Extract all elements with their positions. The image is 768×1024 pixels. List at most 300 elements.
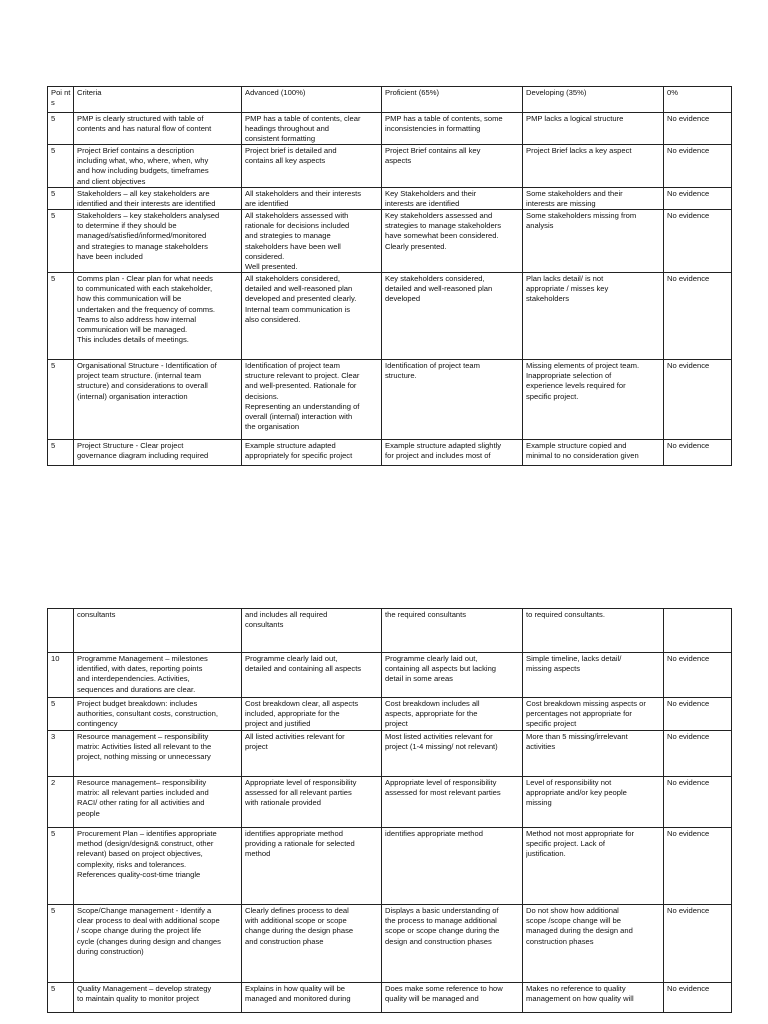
points-value: 3 bbox=[51, 732, 56, 741]
advanced-text-line: Representing an understanding of bbox=[245, 401, 360, 411]
cell-criteria bbox=[74, 609, 242, 653]
advanced-text-line: structure relevant to project. Clear bbox=[245, 371, 360, 381]
proficient-text-line: Clearly presented. bbox=[385, 241, 447, 251]
cell-zero bbox=[664, 905, 732, 983]
table-row bbox=[48, 113, 732, 145]
table-row bbox=[48, 609, 732, 653]
cell-points bbox=[48, 440, 74, 466]
proficient-text-line: design and construction phases bbox=[385, 936, 492, 946]
advanced-text-line: Example structure adapted bbox=[245, 441, 336, 450]
criteria-text-line: project, nothing missing or unnecessary bbox=[77, 752, 211, 762]
cell-zero bbox=[664, 698, 732, 731]
advanced-text-line: All stakeholders assessed with bbox=[245, 211, 349, 220]
cell-developing bbox=[523, 273, 664, 360]
criteria-text-line: method (design/design& construct, other bbox=[77, 839, 214, 849]
developing-text-line: specific project. bbox=[526, 391, 579, 401]
criteria-text-line: contents and has natural flow of content bbox=[77, 124, 212, 134]
criteria-text-line: to communicated with each stakeholder, bbox=[77, 284, 213, 294]
criteria-text-line: and how including budgets, timeframes bbox=[77, 166, 209, 176]
table-row bbox=[48, 145, 732, 188]
developing-text-line: Some stakeholders missing from bbox=[526, 211, 637, 220]
cell-points bbox=[48, 210, 74, 273]
points-value: 2 bbox=[51, 778, 56, 787]
developing-text-line: to required consultants. bbox=[526, 610, 605, 619]
table-row bbox=[48, 731, 732, 777]
rubric-table-page-2 bbox=[47, 608, 732, 1013]
header-proficient: Proficient (65%) bbox=[382, 87, 523, 113]
criteria-text-line: relevant) based on project objectives, bbox=[77, 849, 203, 859]
cell-zero bbox=[664, 113, 732, 145]
cell-developing bbox=[523, 777, 664, 828]
cell-developing bbox=[523, 828, 664, 905]
points-value: 5 bbox=[51, 906, 56, 915]
developing-text-line: missing aspects bbox=[526, 664, 581, 674]
advanced-text-line: with rationale provided bbox=[245, 798, 321, 808]
criteria-text-line: sequences and durations are clear. bbox=[77, 684, 196, 694]
criteria-text-line: identified, with dates, reporting points bbox=[77, 664, 203, 674]
developing-text-line: interests are missing bbox=[526, 199, 596, 209]
cell-advanced bbox=[242, 731, 382, 777]
cell-proficient bbox=[382, 609, 523, 653]
criteria-text-line: Comms plan - Clear plan for what needs bbox=[77, 274, 213, 283]
advanced-text-line: and includes all required bbox=[245, 610, 328, 619]
proficient-text-line: aspects bbox=[385, 156, 412, 166]
advanced-text-line: decisions. bbox=[245, 391, 279, 401]
cell-developing bbox=[523, 440, 664, 466]
cell-criteria bbox=[74, 698, 242, 731]
cell-points bbox=[48, 983, 74, 1013]
table-row bbox=[48, 188, 732, 210]
criteria-text-line: people bbox=[77, 808, 100, 818]
advanced-text-line: with additional scope or scope bbox=[245, 916, 347, 926]
cell-zero bbox=[664, 440, 732, 466]
cell-points bbox=[48, 360, 74, 440]
developing-text-line: minimal to no consideration given bbox=[526, 451, 639, 461]
criteria-text-line: identified and their interests are identified bbox=[77, 199, 216, 209]
cell-criteria bbox=[74, 360, 242, 440]
proficient-text-line: project bbox=[385, 719, 408, 729]
criteria-text-line: how this communication will be bbox=[77, 294, 182, 304]
developing-text-line: More than 5 missing/irrelevant bbox=[526, 732, 628, 741]
cell-advanced bbox=[242, 273, 382, 360]
criteria-text-line: Project budget breakdown: includes bbox=[77, 699, 198, 708]
cell-developing bbox=[523, 360, 664, 440]
cell-proficient bbox=[382, 828, 523, 905]
cell-points bbox=[48, 828, 74, 905]
rubric-table-page-1 bbox=[47, 86, 732, 466]
cell-criteria bbox=[74, 983, 242, 1013]
proficient-text-line: Project Brief contains all key bbox=[385, 146, 481, 155]
cell-criteria bbox=[74, 905, 242, 983]
header-criteria: Criteria bbox=[74, 87, 242, 113]
cell-points bbox=[48, 698, 74, 731]
header-advanced: Advanced (100%) bbox=[242, 87, 382, 113]
cell-proficient bbox=[382, 188, 523, 210]
advanced-text-line: method bbox=[245, 849, 271, 859]
developing-text-line: Missing elements of project team. bbox=[526, 361, 640, 370]
criteria-text-line: Project Structure - Clear project bbox=[77, 441, 184, 450]
criteria-text-line: Project Brief contains a description bbox=[77, 146, 194, 155]
cell-points bbox=[48, 905, 74, 983]
points-value: 5 bbox=[51, 114, 56, 123]
cell-developing bbox=[523, 731, 664, 777]
criteria-text-line: project team structure. (internal team bbox=[77, 371, 202, 381]
cell-points bbox=[48, 273, 74, 360]
cell-advanced bbox=[242, 113, 382, 145]
developing-text-line: PMP lacks a logical structure bbox=[526, 114, 624, 123]
developing-text-line: missing bbox=[526, 798, 552, 808]
advanced-text-line: contains all key aspects bbox=[245, 156, 326, 166]
table-row bbox=[48, 698, 732, 731]
proficient-text-line: have somewhat been considered. bbox=[385, 231, 499, 241]
developing-text-line: Level of responsibility not bbox=[526, 778, 612, 787]
advanced-text-line: managed and monitored during bbox=[245, 994, 351, 1004]
points-value: 5 bbox=[51, 984, 56, 993]
cell-zero bbox=[664, 145, 732, 188]
cell-advanced bbox=[242, 653, 382, 698]
cell-developing bbox=[523, 210, 664, 273]
table-row bbox=[48, 828, 732, 905]
criteria-text-line: Scope/Change management - Identify a bbox=[77, 906, 212, 915]
criteria-text-line: Resource management– responsibility bbox=[77, 778, 207, 787]
criteria-text-line: undertaken and the frequency of comms. bbox=[77, 304, 216, 314]
cell-criteria bbox=[74, 273, 242, 360]
cell-zero bbox=[664, 360, 732, 440]
criteria-text-line: References quality-cost-time triangle bbox=[77, 869, 201, 879]
points-value: 5 bbox=[51, 829, 56, 838]
proficient-text-line: containing all aspects but lacking bbox=[385, 664, 497, 674]
developing-text-line: stakeholders bbox=[526, 294, 570, 304]
advanced-text-line: and strategies to manage bbox=[245, 231, 331, 241]
cell-zero bbox=[664, 828, 732, 905]
cell-proficient bbox=[382, 983, 523, 1013]
advanced-text-line: assessed for all relevant parties bbox=[245, 788, 352, 798]
advanced-text-line: Identification of project team bbox=[245, 361, 340, 370]
criteria-text-line: and interdependencies. Activities, bbox=[77, 674, 190, 684]
points-value: 5 bbox=[51, 211, 56, 220]
cell-criteria bbox=[74, 188, 242, 210]
cell-zero bbox=[664, 777, 732, 828]
zero-text-line: No evidence bbox=[667, 361, 710, 370]
advanced-text-line: All stakeholders and their interests bbox=[245, 189, 362, 198]
developing-text-line: Do not show how additional bbox=[526, 906, 619, 915]
advanced-text-line: overall (internal) interaction with bbox=[245, 412, 353, 422]
developing-text-line: management on how quality will bbox=[526, 994, 634, 1004]
advanced-text-line: detailed and containing all aspects bbox=[245, 664, 362, 674]
zero-text-line: No evidence bbox=[667, 274, 710, 283]
zero-text-line: No evidence bbox=[667, 114, 710, 123]
points-value: 5 bbox=[51, 189, 56, 198]
points-value: 5 bbox=[51, 441, 56, 450]
cell-advanced bbox=[242, 828, 382, 905]
zero-text-line: No evidence bbox=[667, 732, 710, 741]
developing-text-line: Example structure copied and bbox=[526, 441, 627, 450]
cell-points bbox=[48, 653, 74, 698]
advanced-text-line: and well-presented. Rationale for bbox=[245, 381, 357, 391]
criteria-text-line: authorities, consultant costs, construction, bbox=[77, 709, 218, 719]
criteria-text-line: Teams to also address how internal bbox=[77, 314, 197, 324]
advanced-text-line: stakeholders have been well bbox=[245, 241, 341, 251]
proficient-text-line: detail in some areas bbox=[385, 674, 453, 684]
proficient-text-line: Key stakeholders considered, bbox=[385, 274, 485, 283]
advanced-text-line: project bbox=[245, 742, 268, 752]
developing-text-line: Some stakeholders and their bbox=[526, 189, 623, 198]
document-page-1 bbox=[0, 0, 768, 510]
criteria-text-line: RACI/ other rating for all activities and bbox=[77, 798, 205, 808]
cell-points bbox=[48, 145, 74, 188]
cell-developing bbox=[523, 188, 664, 210]
criteria-text-line: Quality Management – develop strategy bbox=[77, 984, 212, 993]
advanced-text-line: appropriately for specific project bbox=[245, 451, 353, 461]
zero-text-line: No evidence bbox=[667, 778, 710, 787]
advanced-text-line: are identified bbox=[245, 199, 289, 209]
developing-text-line: activities bbox=[526, 742, 556, 752]
advanced-text-line: headings throughout and bbox=[245, 124, 330, 134]
proficient-text-line: identifies appropriate method bbox=[385, 829, 483, 838]
criteria-text-line: This includes details of meetings. bbox=[77, 335, 189, 345]
criteria-text-line: matrix: Activities listed all relevant to the bbox=[77, 742, 212, 752]
criteria-text-line: PMP is clearly structured with table of bbox=[77, 114, 204, 123]
criteria-text-line: and client objectives bbox=[77, 176, 146, 186]
cell-advanced bbox=[242, 905, 382, 983]
advanced-text-line: Appropriate level of responsibility bbox=[245, 778, 357, 787]
developing-text-line: Method not most appropriate for bbox=[526, 829, 635, 838]
cell-advanced bbox=[242, 777, 382, 828]
advanced-text-line: the organisation bbox=[245, 422, 300, 432]
proficient-text-line: project (1-4 missing/ not relevant) bbox=[385, 742, 498, 752]
table-row bbox=[48, 210, 732, 273]
proficient-text-line: Cost breakdown includes all bbox=[385, 699, 480, 708]
cell-criteria bbox=[74, 210, 242, 273]
cell-criteria bbox=[74, 145, 242, 188]
cell-advanced bbox=[242, 698, 382, 731]
criteria-text-line: Stakeholders – key stakeholders analysed bbox=[77, 211, 220, 220]
proficient-text-line: for project and includes most of bbox=[385, 451, 491, 461]
cell-points bbox=[48, 609, 74, 653]
advanced-text-line: rationale for decisions included bbox=[245, 221, 350, 231]
cell-advanced bbox=[242, 983, 382, 1013]
cell-criteria bbox=[74, 653, 242, 698]
cell-developing bbox=[523, 983, 664, 1013]
criteria-text-line: matrix: all relevant parties included and bbox=[77, 788, 209, 798]
cell-developing bbox=[523, 653, 664, 698]
criteria-text-line: Procurement Plan – identifies appropriate bbox=[77, 829, 217, 838]
developing-text-line: Inappropriate selection of bbox=[526, 371, 612, 381]
criteria-text-line: including what, who, where, when, why bbox=[77, 156, 209, 166]
proficient-text-line: the required consultants bbox=[385, 610, 467, 619]
developing-text-line: appropriate / misses key bbox=[526, 284, 609, 294]
criteria-text-line: structure) and considerations to overall bbox=[77, 381, 208, 391]
cell-proficient bbox=[382, 731, 523, 777]
cell-proficient bbox=[382, 360, 523, 440]
points-value: 5 bbox=[51, 274, 56, 283]
cell-zero bbox=[664, 609, 732, 653]
developing-text-line: specific project bbox=[526, 719, 577, 729]
criteria-text-line: Programme Management – milestones bbox=[77, 654, 208, 663]
cell-proficient bbox=[382, 113, 523, 145]
proficient-text-line: quality will be managed and bbox=[385, 994, 479, 1004]
proficient-text-line: Identification of project team bbox=[385, 361, 480, 370]
zero-text-line: No evidence bbox=[667, 654, 710, 663]
advanced-text-line: detailed and well-reasoned plan bbox=[245, 284, 353, 294]
proficient-text-line: Programme clearly laid out, bbox=[385, 654, 478, 663]
table-row bbox=[48, 905, 732, 983]
criteria-text-line: to determine if they should be bbox=[77, 221, 177, 231]
advanced-text-line: identifies appropriate method bbox=[245, 829, 343, 838]
criteria-text-line: during construction) bbox=[77, 946, 144, 956]
cell-proficient bbox=[382, 145, 523, 188]
advanced-text-line: project and justified bbox=[245, 719, 311, 729]
points-value: 5 bbox=[51, 361, 56, 370]
cell-proficient bbox=[382, 698, 523, 731]
advanced-text-line: included, appropriate for the bbox=[245, 709, 340, 719]
table-header-row bbox=[48, 87, 732, 113]
criteria-text-line: and strategies to manage stakeholders bbox=[77, 241, 208, 251]
proficient-text-line: aspects, appropriate for the bbox=[385, 709, 478, 719]
cell-points bbox=[48, 188, 74, 210]
criteria-text-line: Resource management – responsibility bbox=[77, 732, 209, 741]
proficient-text-line: detailed and well-reasoned plan bbox=[385, 284, 493, 294]
cell-proficient bbox=[382, 210, 523, 273]
proficient-text-line: structure. bbox=[385, 371, 417, 381]
proficient-text-line: Appropriate level of responsibility bbox=[385, 778, 497, 787]
cell-proficient bbox=[382, 653, 523, 698]
criteria-text-line: contingency bbox=[77, 719, 118, 729]
advanced-text-line: and construction phase bbox=[245, 936, 324, 946]
advanced-text-line: Well presented. bbox=[245, 262, 298, 272]
cell-developing bbox=[523, 698, 664, 731]
cell-proficient bbox=[382, 905, 523, 983]
header-points: Poi nts bbox=[48, 87, 74, 113]
developing-text-line: percentages not appropriate for bbox=[526, 709, 632, 719]
proficient-text-line: developed bbox=[385, 294, 421, 304]
proficient-text-line: assessed for most relevant parties bbox=[385, 788, 501, 798]
cell-zero bbox=[664, 210, 732, 273]
criteria-text-line: Organisational Structure - Identification of bbox=[77, 361, 217, 370]
zero-text-line: No evidence bbox=[667, 906, 710, 915]
proficient-text-line: Most listed activities relevant for bbox=[385, 732, 493, 741]
table-row bbox=[48, 273, 732, 360]
advanced-text-line: developed and presented clearly. bbox=[245, 294, 357, 304]
cell-advanced bbox=[242, 145, 382, 188]
advanced-text-line: consultants bbox=[245, 620, 284, 630]
cell-zero bbox=[664, 273, 732, 360]
header-zero: 0% bbox=[664, 87, 732, 113]
advanced-text-line: change during the design phase bbox=[245, 926, 354, 936]
developing-text-line: analysis bbox=[526, 221, 554, 231]
criteria-text-line: cycle (changes during design and changes bbox=[77, 936, 221, 946]
criteria-text-line: (internal) organisation interaction bbox=[77, 391, 188, 401]
advanced-text-line: Internal team communication is bbox=[245, 304, 351, 314]
cell-advanced bbox=[242, 440, 382, 466]
header-developing: Developing (35%) bbox=[523, 87, 664, 113]
criteria-text-line: clear process to deal with additional scope bbox=[77, 916, 220, 926]
cell-developing bbox=[523, 113, 664, 145]
zero-text-line: No evidence bbox=[667, 211, 710, 220]
advanced-text-line: All listed activities relevant for bbox=[245, 732, 345, 741]
cell-developing bbox=[523, 145, 664, 188]
proficient-text-line: PMP has a table of contents, some bbox=[385, 114, 503, 123]
developing-text-line: Simple timeline, lacks detail/ bbox=[526, 654, 622, 663]
developing-text-line: specific project. Lack of bbox=[526, 839, 605, 849]
cell-proficient bbox=[382, 273, 523, 360]
cell-zero bbox=[664, 188, 732, 210]
proficient-text-line: interests are identified bbox=[385, 199, 460, 209]
cell-advanced bbox=[242, 360, 382, 440]
table-row bbox=[48, 360, 732, 440]
proficient-text-line: Displays a basic understanding of bbox=[385, 906, 499, 915]
advanced-text-line: Cost breakdown clear, all aspects bbox=[245, 699, 359, 708]
developing-text-line: scope /scope change will be bbox=[526, 916, 621, 926]
developing-text-line: justification. bbox=[526, 849, 566, 859]
cell-points bbox=[48, 777, 74, 828]
table-row bbox=[48, 777, 732, 828]
developing-text-line: managed during the design and bbox=[526, 926, 633, 936]
criteria-text-line: complexity, risks and tolerances. bbox=[77, 859, 187, 869]
proficient-text-line: strategies to manage stakeholders bbox=[385, 221, 502, 231]
cell-criteria bbox=[74, 113, 242, 145]
developing-text-line: Makes no reference to quality bbox=[526, 984, 626, 993]
table-row bbox=[48, 653, 732, 698]
cell-advanced bbox=[242, 188, 382, 210]
cell-developing bbox=[523, 609, 664, 653]
developing-text-line: appropriate and/or key people bbox=[526, 788, 627, 798]
criteria-text-line: Stakeholders – all key stakeholders are bbox=[77, 189, 210, 198]
criteria-text-line: / scope change during the project life bbox=[77, 926, 202, 936]
advanced-text-line: PMP has a table of contents, clear bbox=[245, 114, 361, 123]
advanced-text-line: consistent formatting bbox=[245, 134, 316, 144]
points-value: 5 bbox=[51, 146, 56, 155]
cell-developing bbox=[523, 905, 664, 983]
proficient-text-line: Key Stakeholders and their bbox=[385, 189, 477, 198]
cell-criteria bbox=[74, 731, 242, 777]
cell-zero bbox=[664, 983, 732, 1013]
proficient-text-line: Does make some reference to how bbox=[385, 984, 503, 993]
cell-zero bbox=[664, 731, 732, 777]
cell-criteria bbox=[74, 777, 242, 828]
advanced-text-line: All stakeholders considered, bbox=[245, 274, 340, 283]
developing-text-line: Cost breakdown missing aspects or bbox=[526, 699, 646, 708]
table-row bbox=[48, 440, 732, 466]
advanced-text-line: providing a rationale for selected bbox=[245, 839, 355, 849]
advanced-text-line: considered. bbox=[245, 251, 285, 261]
zero-text-line: No evidence bbox=[667, 829, 710, 838]
points-value: 5 bbox=[51, 699, 56, 708]
criteria-text-line: managed/satisfied/informed/monitored bbox=[77, 231, 207, 241]
developing-text-line: Plan lacks detail/ is not bbox=[526, 274, 604, 283]
developing-text-line: Project Brief lacks a key aspect bbox=[526, 146, 632, 155]
zero-text-line: No evidence bbox=[667, 699, 710, 708]
criteria-text-line: consultants bbox=[77, 610, 116, 619]
document-page-2 bbox=[0, 510, 768, 1024]
proficient-text-line: Key stakeholders assessed and bbox=[385, 211, 493, 220]
cell-points bbox=[48, 731, 74, 777]
cell-zero bbox=[664, 653, 732, 698]
advanced-text-line: Programme clearly laid out, bbox=[245, 654, 338, 663]
cell-criteria bbox=[74, 440, 242, 466]
zero-text-line: No evidence bbox=[667, 441, 710, 450]
advanced-text-line: Clearly defines process to deal bbox=[245, 906, 349, 915]
criteria-text-line: to maintain quality to monitor project bbox=[77, 994, 199, 1004]
cell-proficient bbox=[382, 440, 523, 466]
proficient-text-line: inconsistencies in formatting bbox=[385, 124, 481, 134]
points-value: 10 bbox=[51, 654, 60, 663]
criteria-text-line: have been included bbox=[77, 251, 143, 261]
developing-text-line: construction phases bbox=[526, 936, 594, 946]
criteria-text-line: governance diagram including required bbox=[77, 451, 209, 461]
advanced-text-line: Project brief is detailed and bbox=[245, 146, 337, 155]
developing-text-line: experience levels required for bbox=[526, 381, 626, 391]
